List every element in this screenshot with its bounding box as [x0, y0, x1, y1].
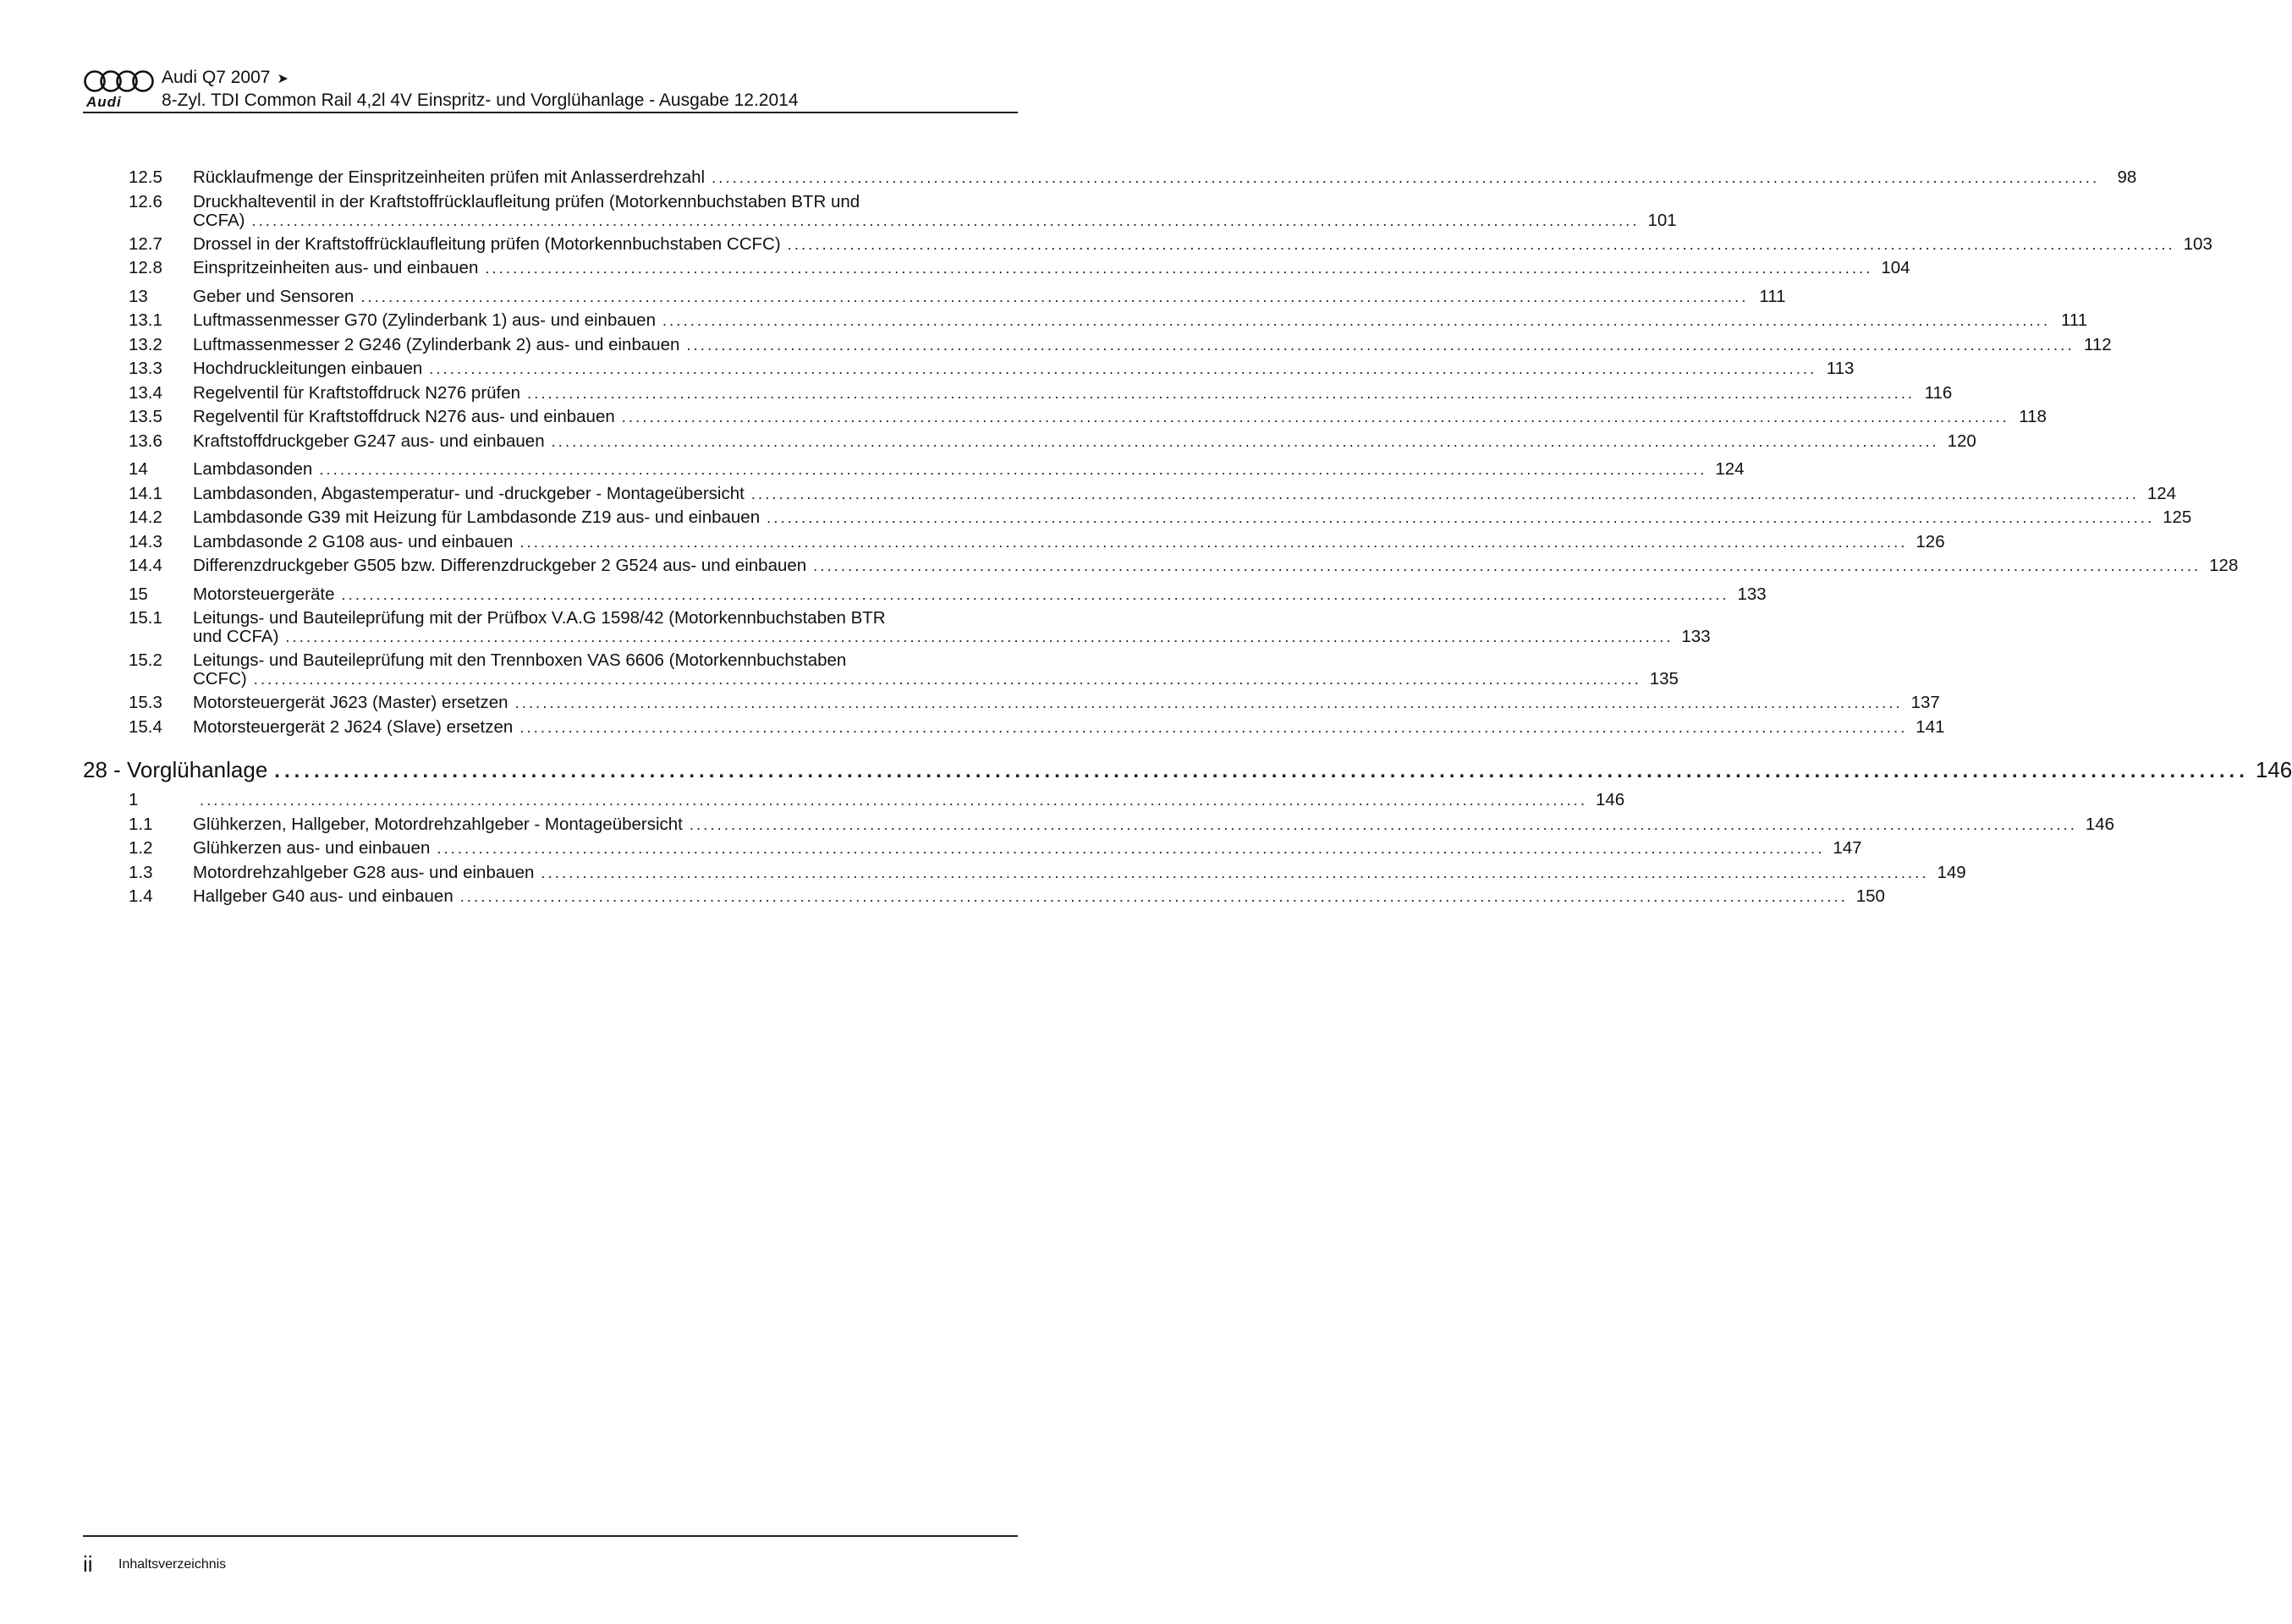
entry-title: Luftmassenmesser G70 (Zylinderbank 1) aus- und einbauen [193, 310, 656, 330]
section-number: 13.2 [129, 334, 162, 354]
toc-entry[interactable] [83, 381, 1953, 406]
page-number: 135 [1649, 669, 1679, 689]
entry-title: Lambdasonden [193, 459, 313, 479]
page-number: 128 [2209, 556, 2239, 575]
toc-entry[interactable] [83, 649, 1679, 691]
section-number: 12.7 [129, 233, 162, 254]
section-number: 14.3 [129, 531, 162, 551]
section-number: 12.8 [129, 258, 162, 277]
toc-entry[interactable] [83, 583, 1767, 607]
dot-leader: ........................................................................................................................................................................................................ [750, 485, 2140, 502]
toc-entry[interactable] [83, 333, 2112, 358]
page-header [83, 68, 1018, 113]
entry-title: Motordrehzahlgeber G28 aus- und einbauen [193, 862, 535, 882]
page-number: 113 [1826, 359, 1855, 378]
page-number: 146 [1595, 790, 1625, 809]
page-number: 133 [1681, 627, 1711, 646]
entry-title: Kraftstoffdruckgeber G247 aus- und einbauen [193, 431, 545, 451]
toc-entry[interactable] [83, 256, 1910, 281]
page-number: 146 [2255, 757, 2292, 782]
section-number: 14.2 [129, 508, 162, 527]
document-title [162, 68, 289, 88]
entry-title-line1: Leitungs- und Bauteileprüfung mit der Prüfbox V.A.G 1598/42 (Motorkennbuchstaben BTR [193, 608, 886, 628]
section-number: 15 [129, 584, 148, 604]
page-number: 146 [2085, 814, 2115, 834]
page-number: 101 [1647, 210, 1677, 230]
section-number: 1.3 [129, 862, 153, 882]
dot-leader: ........................................................................................................................................................................................................ [767, 509, 2155, 526]
entry-title-line2: CCFC) [193, 669, 247, 689]
entry-title-line1: Druckhalteventil in der Kraftstoffrücklaufleitung prüfen (Motorkennbuchstaben BTR und [193, 191, 860, 211]
chapter-title: 28 - Vorglühanlage [83, 757, 268, 782]
toc-entry[interactable] [83, 405, 2047, 430]
dot-leader: ........................................................................................................................................................................................................ [360, 288, 1749, 305]
dot-leader: ........................................................................................................................................................................................................ [274, 760, 2249, 782]
page-number: 104 [1881, 258, 1910, 277]
dot-leader: ........................................................................................................................................................................................................ [429, 360, 1817, 377]
dot-leader: ........................................................................................................................................................................................................ [251, 211, 1640, 229]
page-number: 118 [2019, 407, 2047, 426]
toc-entry[interactable] [83, 751, 2292, 788]
page-number: 147 [1833, 838, 1862, 858]
toc-entry[interactable] [83, 837, 1862, 861]
dot-leader: ........................................................................................................................................................................................................ [319, 461, 1707, 478]
page-number: 116 [1924, 382, 1953, 403]
dot-leader: ........................................................................................................................................................................................................ [285, 628, 1674, 645]
section-number: 13.5 [129, 407, 162, 426]
dot-leader: ........................................................................................................................................................................................................ [200, 792, 1588, 809]
dot-leader: ........................................................................................................................................................................................................ [519, 533, 1908, 551]
dot-leader: ........................................................................................................................................................................................................ [689, 815, 2078, 833]
entry-title: Glühkerzen aus- und einbauen [193, 838, 431, 858]
dot-leader: ........................................................................................................................................................................................................ [514, 694, 1903, 711]
entry-title: Regelventil für Kraftstoffdruck N276 aus- und einbauen [193, 407, 615, 426]
entry-title-line2: CCFA) [193, 210, 245, 230]
page-number: 126 [1915, 531, 1945, 551]
entry-title: Motorsteuergeräte [193, 584, 335, 604]
section-number: 1.2 [129, 838, 153, 858]
entry-title: Glühkerzen, Hallgeber, Motordrehzahlgeber - Montageübersicht [193, 814, 683, 834]
entry-title: Differenzdruckgeber G505 bzw. Differenzdruckgeber 2 G524 aus- und einbauen [193, 556, 807, 575]
section-number: 14 [129, 459, 148, 479]
entry-title: Regelventil für Kraftstoffdruck N276 prüfen [193, 382, 521, 403]
dot-leader: ........................................................................................................................................................................................................ [787, 235, 2175, 253]
dot-leader: ........................................................................................................................................................................................................ [485, 260, 1873, 277]
page-number: 133 [1737, 584, 1767, 604]
toc-entry[interactable] [83, 166, 2137, 190]
page-number: 149 [1937, 862, 1966, 882]
dot-leader: ........................................................................................................................................................................................................ [459, 888, 1848, 905]
section-number: 13.3 [129, 359, 162, 378]
footer-label: Inhaltsverzeichnis [118, 1557, 227, 1572]
dot-leader: ........................................................................................................................................................................................................ [253, 671, 1641, 688]
footer-rule [83, 1535, 1018, 1537]
section-number: 1.4 [129, 886, 153, 906]
header-rule [83, 112, 1018, 113]
page-number: 124 [2146, 483, 2177, 503]
dot-leader: ........................................................................................................................................................................................................ [621, 409, 2009, 425]
page-number: 120 [1947, 431, 1976, 451]
dot-leader: ........................................................................................................................................................................................................ [813, 557, 2201, 574]
toc-entry[interactable] [83, 554, 2239, 579]
toc-entry[interactable] [83, 357, 1855, 381]
dot-leader: ........................................................................................................................................................................................................ [712, 169, 2100, 186]
toc-entry[interactable] [83, 430, 1976, 454]
page-number: 137 [1910, 693, 1940, 712]
toc-entry[interactable] [83, 606, 1711, 649]
table-of-contents [83, 166, 2292, 909]
entry-title: Luftmassenmesser 2 G246 (Zylinderbank 2) aus- und einbauen [193, 334, 680, 354]
section-number: 15.3 [129, 693, 162, 712]
toc-entry[interactable] [83, 691, 1940, 716]
section-number: 12.6 [129, 191, 162, 211]
entry-title: Lambdasonde 2 G108 aus- und einbauen [193, 531, 514, 551]
arrow-right-icon: ➤ [277, 72, 289, 86]
audi-rings-logo [83, 69, 156, 93]
page-number: 141 [1915, 716, 1945, 737]
section-number: 13 [129, 286, 148, 306]
toc-entry[interactable] [83, 233, 2212, 257]
dot-leader: ........................................................................................................................................................................................................ [437, 840, 1825, 857]
entry-title-line2: und CCFA) [193, 627, 279, 646]
page-number: 111 [2061, 310, 2088, 330]
dot-leader: ........................................................................................................................................................................................................ [519, 718, 1908, 736]
section-number: 13.4 [129, 382, 162, 403]
dot-leader: ........................................................................................................................................................................................................ [541, 864, 1929, 881]
toc-entry[interactable] [83, 482, 2177, 507]
page-number: 125 [2163, 508, 2192, 527]
footer-page-number: ii [83, 1551, 93, 1577]
toc-entry[interactable] [83, 885, 1885, 909]
section-number: 15.2 [129, 650, 162, 670]
entry-title: Geber und Sensoren [193, 286, 355, 306]
section-number: 1.1 [129, 814, 153, 834]
section-number: 14.4 [129, 556, 162, 575]
entry-title: Drossel in der Kraftstoffrücklaufleitung prüfen (Motorkennbuchstaben CCFC) [193, 233, 781, 254]
section-number: 13.6 [129, 431, 162, 451]
page-number: 112 [2083, 334, 2112, 354]
toc-entry[interactable] [83, 309, 2088, 333]
dot-leader: ........................................................................................................................................................................................................ [686, 336, 2075, 354]
toc-entry[interactable] [83, 506, 2192, 530]
dot-leader: ........................................................................................................................................................................................................ [662, 312, 2051, 329]
toc-entry[interactable] [83, 788, 1625, 813]
toc-entry[interactable] [83, 861, 1966, 886]
page-number: 124 [1715, 459, 1745, 479]
document-title-text: Audi Q7 2007 [162, 68, 271, 87]
toc-entry[interactable] [83, 458, 1745, 482]
page-number: 150 [1855, 886, 1885, 906]
section-number: 1 [129, 790, 139, 809]
toc-entry[interactable] [83, 190, 1677, 233]
toc-entry[interactable] [83, 285, 1786, 310]
entry-title: Rücklaufmenge der Einspritzeinheiten prüfen mit Anlasserdrehzahl [193, 167, 706, 187]
entry-title: Hochdruckleitungen einbauen [193, 359, 423, 378]
toc-entry[interactable] [83, 716, 1945, 740]
section-number: 15.1 [129, 608, 162, 628]
entry-title: Lambdasonde G39 mit Heizung für Lambdasonde Z19 aus- und einbauen [193, 508, 761, 527]
dot-leader: ........................................................................................................................................................................................................ [341, 585, 1729, 603]
document-subtitle: 8-Zyl. TDI Common Rail 4,2l 4V Einspritz- und Vorglühanlage - Ausgabe 12.2014 [162, 91, 799, 110]
entry-title-line1: Leitungs- und Bauteileprüfung mit den Trennboxen VAS 6606 (Motorkennbuchstaben [193, 650, 847, 670]
section-number: 13.1 [129, 310, 162, 330]
toc-entry[interactable] [83, 813, 2115, 837]
section-number: 12.5 [129, 167, 162, 187]
page-number: 111 [1759, 286, 1786, 306]
entry-title: Motorsteuergerät 2 J624 (Slave) ersetzen [193, 716, 514, 737]
toc-entry[interactable] [83, 530, 1945, 555]
entry-title: Motorsteuergerät J623 (Master) ersetzen [193, 693, 508, 712]
page-number: 103 [2183, 233, 2212, 254]
entry-title: Lambdasonden, Abgastemperatur- und -druckgeber - Montageübersicht [193, 483, 745, 503]
page-number: 98 [2117, 167, 2137, 187]
dot-leader: ........................................................................................................................................................................................................ [527, 384, 1915, 402]
entry-title: Hallgeber G40 aus- und einbauen [193, 886, 453, 906]
section-number: 14.1 [129, 483, 162, 503]
brand-wordmark: Audi [86, 94, 122, 110]
entry-title: Einspritzeinheiten aus- und einbauen [193, 258, 479, 277]
dot-leader: ........................................................................................................................................................................................................ [551, 432, 1939, 450]
section-number: 15.4 [129, 716, 162, 737]
